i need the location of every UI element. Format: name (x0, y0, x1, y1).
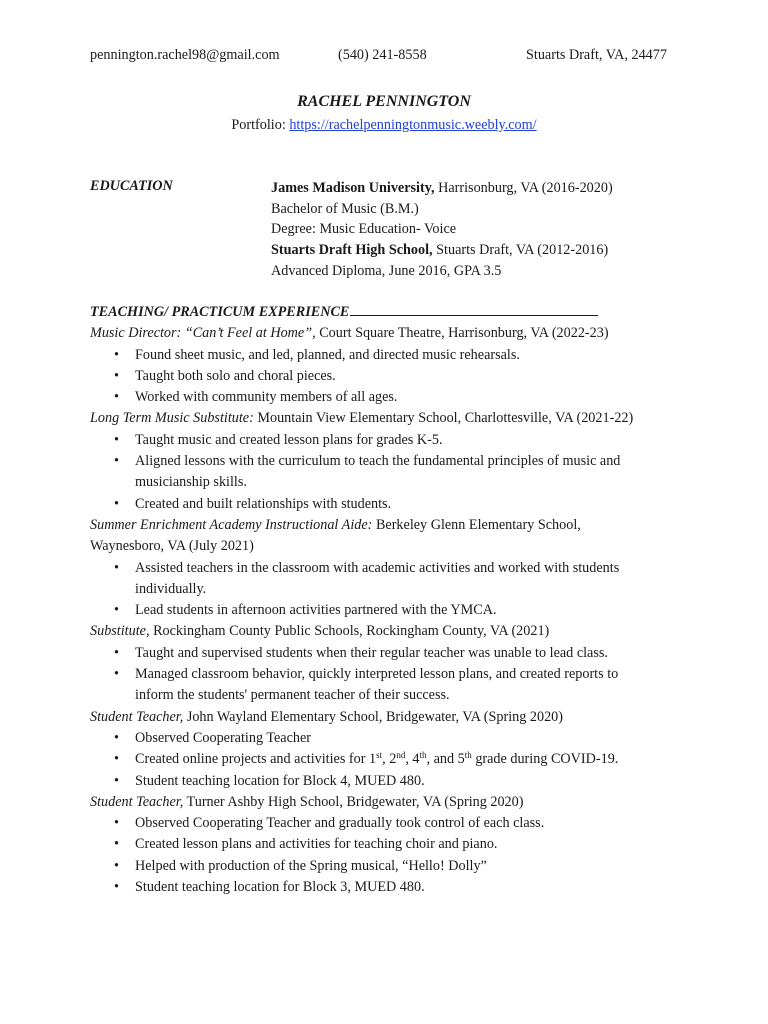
bullet-item (90, 558, 660, 601)
bullet-icon: • (114, 495, 119, 512)
bullet-icon: • (114, 879, 119, 896)
job-place: Rockingham County Public Schools, Rockingham County, VA (2021) (149, 623, 550, 640)
bullet-text: Created lesson plans and activities for teaching choir and piano. (135, 836, 498, 853)
job-role: Student Teacher, (90, 793, 184, 810)
education-heading: EDUCATION (90, 178, 173, 194)
bullet-item (90, 430, 660, 451)
experience-section (90, 302, 690, 898)
experience-heading: TEACHING/ PRACTICUM EXPERIENCE (90, 302, 690, 323)
education-diploma: Advanced Diploma, June 2016, GPA 3.5 (271, 262, 502, 279)
bullet-item (90, 728, 660, 749)
bullet-text: Managed classroom behavior, quickly interpreted lesson plans, and created reports to inform the students' permanent teacher of their success. (135, 666, 619, 704)
bullet-icon: • (114, 367, 119, 384)
job-title (90, 707, 650, 728)
education-school-2: Stuarts Draft High School, Stuarts Draft, VA (2012-2016) (271, 242, 609, 259)
job-place: Turner Ashby High School, Bridgewater, VA (Spring 2020) (183, 793, 524, 810)
education-school-1: James Madison University, Harrisonburg, VA (2016-2020) (271, 180, 613, 196)
bullet-text: Observed Cooperating Teacher (135, 729, 312, 746)
bullet-item (90, 600, 660, 621)
bullet-icon: • (114, 729, 119, 746)
job-place: Court Square Theatre, Harrisonburg, VA (2022-23) (315, 325, 609, 342)
bullet-text: , and 5 (426, 751, 465, 768)
education-degree-1: Bachelor of Music (B.M.) (271, 200, 419, 217)
bullet-item (90, 877, 660, 898)
job-place: John Wayland Elementary School, Bridgewater, VA (Spring 2020) (183, 708, 563, 725)
bullet-text: Observed Cooperating Teacher and gradually took control of each class. (135, 815, 545, 832)
job-bullets (90, 813, 650, 898)
bullet-text: grade during COVID-19. (471, 751, 619, 768)
bullet-text: Taught and supervised students when their regular teacher was unable to lead class. (135, 644, 608, 661)
job-role: Student Teacher, (90, 708, 184, 725)
contact-phone: (540) 241-8558 (338, 47, 427, 63)
job-bullets (90, 558, 650, 622)
job-role: Music Director: “Can’t Feel at Home”, (90, 325, 316, 342)
bullet-text: Assisted teachers in the classroom with academic activities and worked with students individually. (135, 559, 620, 597)
bullet-item (90, 451, 660, 494)
bullet-icon: • (114, 836, 119, 853)
bullet-text: Created online projects and activities for 1 (135, 751, 377, 768)
ordinal-suffix: th (419, 750, 427, 761)
job-bullets (90, 728, 650, 792)
bullet-item (90, 771, 660, 792)
job-bullets (90, 345, 650, 409)
bullet-item (90, 856, 660, 877)
bullet-text: Aligned lessons with the curriculum to teach the fundamental principles of music and musicianship skills. (135, 453, 621, 491)
bullet-icon: • (114, 815, 119, 832)
bullet-item (90, 643, 660, 664)
job-bullets (90, 430, 650, 515)
bullet-icon: • (114, 666, 119, 683)
job-place: Mountain View Elementary School, Charlottesville, VA (2021-22) (253, 410, 634, 427)
bullet-icon: • (114, 389, 119, 406)
job-bullets (90, 643, 650, 707)
bullet-text: , 2 (382, 751, 397, 768)
bullet-icon: • (114, 346, 119, 363)
job-title (90, 323, 650, 344)
job-title (90, 408, 650, 429)
contact-location: Stuarts Draft, VA, 24477 (526, 47, 667, 63)
bullet-item (90, 387, 660, 408)
bullet-item (90, 366, 660, 387)
bullet-item (90, 494, 660, 515)
education-details (271, 178, 613, 282)
portfolio-link[interactable]: https://rachelpenningtonmusic.weebly.com/ (289, 117, 537, 133)
job-place: Berkeley Glenn Elementary School, Waynesboro, VA (July 2021) (90, 516, 581, 555)
ordinal-suffix: st (376, 750, 383, 761)
bullet-item (90, 664, 660, 707)
bullet-text: Student teaching location for Block 3, MUED 480. (135, 879, 425, 896)
bullet-text: Worked with community members of all ages. (135, 389, 398, 406)
bullet-icon: • (114, 751, 119, 768)
bullet-text: Lead students in afternoon activities partnered with the YMCA. (135, 602, 497, 619)
ordinal-suffix: th (464, 750, 472, 761)
bullet-text: Helped with production of the Spring musical, “Hello! Dolly” (135, 857, 487, 874)
bullet-icon: • (114, 857, 119, 874)
bullet-text: Found sheet music, and led, planned, and directed music rehearsals. (135, 346, 520, 363)
job-title (90, 792, 650, 813)
bullet-item (90, 345, 660, 366)
bullet-item (90, 813, 660, 834)
job-role: Summer Enrichment Academy Instructional Aide: (90, 516, 373, 533)
job-title (90, 515, 650, 558)
education-degree-2: Degree: Music Education- Voice (271, 221, 457, 238)
contact-email: pennington.rachel98@gmail.com (90, 47, 280, 63)
ordinal-suffix: nd (396, 750, 406, 761)
bullet-item (90, 749, 660, 770)
resume-name: RACHEL PENNINGTON (297, 93, 471, 110)
bullet-text: Taught both solo and choral pieces. (135, 367, 336, 384)
portfolio-label: Portfolio: (231, 117, 290, 133)
bullet-icon: • (114, 559, 119, 576)
bullet-icon: • (114, 431, 119, 448)
bullet-text: Created and built relationships with students. (135, 495, 392, 512)
bullet-icon: • (114, 644, 119, 661)
experience-list (90, 323, 650, 898)
bullet-icon: • (114, 453, 119, 470)
heading-rule (350, 314, 598, 316)
bullet-text: Student teaching location for Block 4, MUED 480. (135, 772, 425, 789)
job-role: Long Term Music Substitute: (90, 410, 254, 427)
job-role: Substitute, (90, 623, 150, 640)
bullet-text: , 4 (405, 751, 420, 768)
bullet-icon: • (114, 772, 119, 789)
bullet-text: Taught music and created lesson plans for grades K-5. (135, 431, 443, 448)
job-title (90, 621, 650, 642)
bullet-item (90, 834, 660, 855)
bullet-icon: • (114, 602, 119, 619)
portfolio-line (0, 117, 768, 134)
